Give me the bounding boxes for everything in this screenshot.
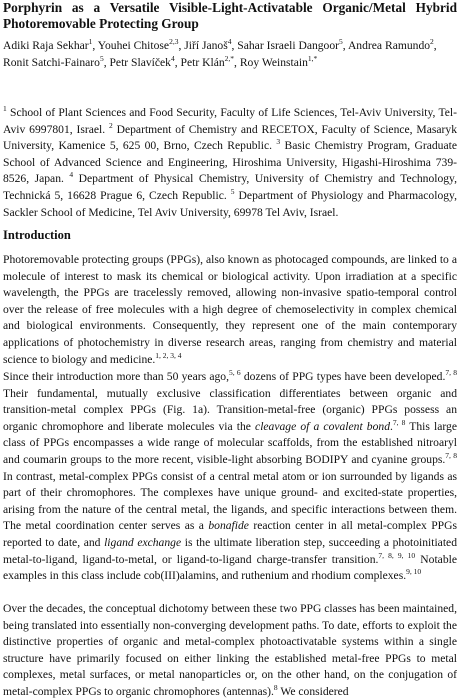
citation-ref: 7, 8: [392, 417, 406, 427]
text-run: In contrast, metal-complex PPGs consist of a central metal atom or ion surrounded by ligands as part of their chromophores. The complexes have unique ground- and excited-state properties, arising from the nature of the central metal, the ligands, and specific interactions between them. The metal coordination center serves as a: [3, 469, 457, 533]
text-run: .: [390, 419, 393, 433]
author-separator: ,: [231, 39, 238, 52]
affiliation-number: 5: [230, 187, 235, 197]
paragraph-2: [3, 369, 457, 585]
author-affiliation-mark: 2,*: [224, 53, 235, 63]
text-run: dozens of PPG types have been developed.: [240, 370, 446, 383]
paragraph-3: [3, 601, 457, 700]
author-name: Andrea Ramundo: [347, 39, 431, 52]
text-run: Since their introduction more than 50 years ago,: [3, 370, 229, 383]
author-affiliation-mark: 5: [339, 37, 343, 47]
citation-ref: 8: [273, 683, 278, 693]
text-run: Their fundamental, mutually exclusive classification differentiates between organic and transition-metal complex PPGs (Fig. 1a). Transition-metal-free (organic) PPGs possess an organic chromophore and liberate molecules via the: [3, 386, 457, 433]
author-affiliation-mark: 2,3: [169, 37, 179, 47]
text-run: Over the decades, the conceptual dichotomy between these two PPG classes has been maintained, being translated into essentially non-converging development paths. To date, efforts to exploit the distinctive properties of organic and metal-complex photoactivatable systems within a single structure have primarily focused on either linking the established metal-free PPGs to metal complexes, metal surfaces, or metal nanoparticles or, on the other hand, on the conjugation of metal-complex PPGs to organic chromophores (antennas).: [3, 602, 457, 698]
author-name: Petr Klán: [180, 55, 225, 69]
italic-term: ligand exchange: [104, 535, 182, 549]
author-affiliation-mark: 5: [99, 53, 104, 63]
citation-ref: 7, 8: [445, 368, 458, 378]
author-name: Ronit Satchi-Fainaro: [3, 55, 100, 69]
section-heading: Introduction: [3, 228, 71, 242]
affiliation-text: Department of Physiology and Pharmacology, Sackler School of Medicine, Tel Aviv University, 69978 Tel Aviv, Israel.: [3, 188, 457, 219]
affiliations: [3, 105, 457, 221]
text-run: Notable examples in this class include cob(III)alamins, and ruthenium and rhodium complexes.: [3, 552, 457, 583]
affiliation-text: Department of Chemistry and RECETOX, Faculty of Science, Masaryk University, Kamenice 5, 625 00, Brno, Czech Republic.: [3, 122, 457, 153]
author-affiliation-mark: 1: [88, 37, 93, 47]
author-name: Jiří Janoš: [184, 39, 228, 52]
affiliation-text: Department of Physical Chemistry, University of Chemistry and Technology, Technická 5, 16628 Prague 6, Czech Republic.: [3, 172, 457, 202]
affiliation-number: 1: [3, 104, 7, 114]
author-affiliation-mark: 1,*: [307, 53, 318, 63]
text-run: We considered: [277, 684, 349, 698]
text-run: is the ultimate liberation step, succeeding a photoinitiated metal-to-ligand, ligand-to-metal, or ligand-to-ligand charge-transfer transition.: [3, 535, 457, 566]
citation-ref: 5, 6: [229, 368, 241, 378]
author-name: Roy Weinstain: [239, 55, 308, 69]
author-separator: ,: [234, 55, 240, 69]
author-affiliation-mark: 4: [227, 37, 232, 47]
author-separator: ,: [433, 39, 437, 52]
author-name: Petr Slavíček: [109, 55, 171, 69]
author-separator: ,: [178, 39, 185, 52]
citation-ref: 7, 8, 9, 10: [378, 550, 416, 560]
affiliation-number: 3: [276, 137, 281, 147]
italic-term: cleavage of a covalent bond: [255, 419, 390, 433]
author-affiliation-mark: 2: [430, 37, 434, 47]
text-run: Photoremovable protecting groups (PPGs), also known as photocaged compounds, are linked to a molecule of interest to mask its chemical or biological activity. Upon irradiation at a specific wavelength, the PPGs are tracelessly removed, allowing non-invasive spatio-temporal control over the release of free molecules with a high degree of chemoselectivity in complex chemical and biological environments. Consequently, they represent one of the main contemporary applications of photochemistry in diverse research areas, ranging from chemistry and material science to biology and medicine.: [3, 253, 457, 366]
author-name: Youhei Chitose: [97, 39, 170, 52]
text-run: reaction center in all metal-complex PPGs reported to date, and: [3, 519, 457, 549]
citation-ref: 7, 8: [445, 451, 457, 461]
author-affiliation-mark: 4: [170, 53, 175, 63]
author-separator: ,: [103, 55, 110, 69]
affiliation-text: School of Plant Sciences and Food Security, Faculty of Life Sciences, Tel-Aviv University, Tel-Aviv 6997801, Israel.: [3, 106, 457, 136]
text-run: This large class of PPGs encompasses a wide range of molecular scaffolds, from the established nitroaryl and coumarin groups to the more recent, visible-light absorbing BODIPY and cyanine groups.: [3, 419, 457, 466]
author-separator: ,: [342, 39, 348, 52]
affiliation-number: 2: [109, 120, 113, 130]
affiliation-number: 4: [69, 170, 74, 180]
author-name: Adiki Raja Sekhar: [3, 39, 89, 52]
paragraph-1: [3, 252, 457, 368]
citation-ref: 1, 2, 3, 4: [155, 350, 182, 360]
author-separator: ,: [174, 55, 181, 69]
author-list: [3, 38, 457, 71]
citation-ref: 9, 10: [406, 567, 422, 577]
affiliation-text: Basic Chemistry Program, Graduate School of Advanced Science and Engineering, Hiroshima University, Higashi-Hiroshima 739-8526, Japan.: [3, 139, 457, 186]
author-separator: ,: [92, 39, 98, 52]
italic-term: bonafide: [208, 519, 249, 533]
paper-title: Porphyrin as a Versatile Visible-Light-Activatable Organic/Metal Hybrid Photoremovable Protecting Group: [3, 0, 457, 31]
author-name: Sahar Israeli Dangoor: [237, 39, 340, 52]
